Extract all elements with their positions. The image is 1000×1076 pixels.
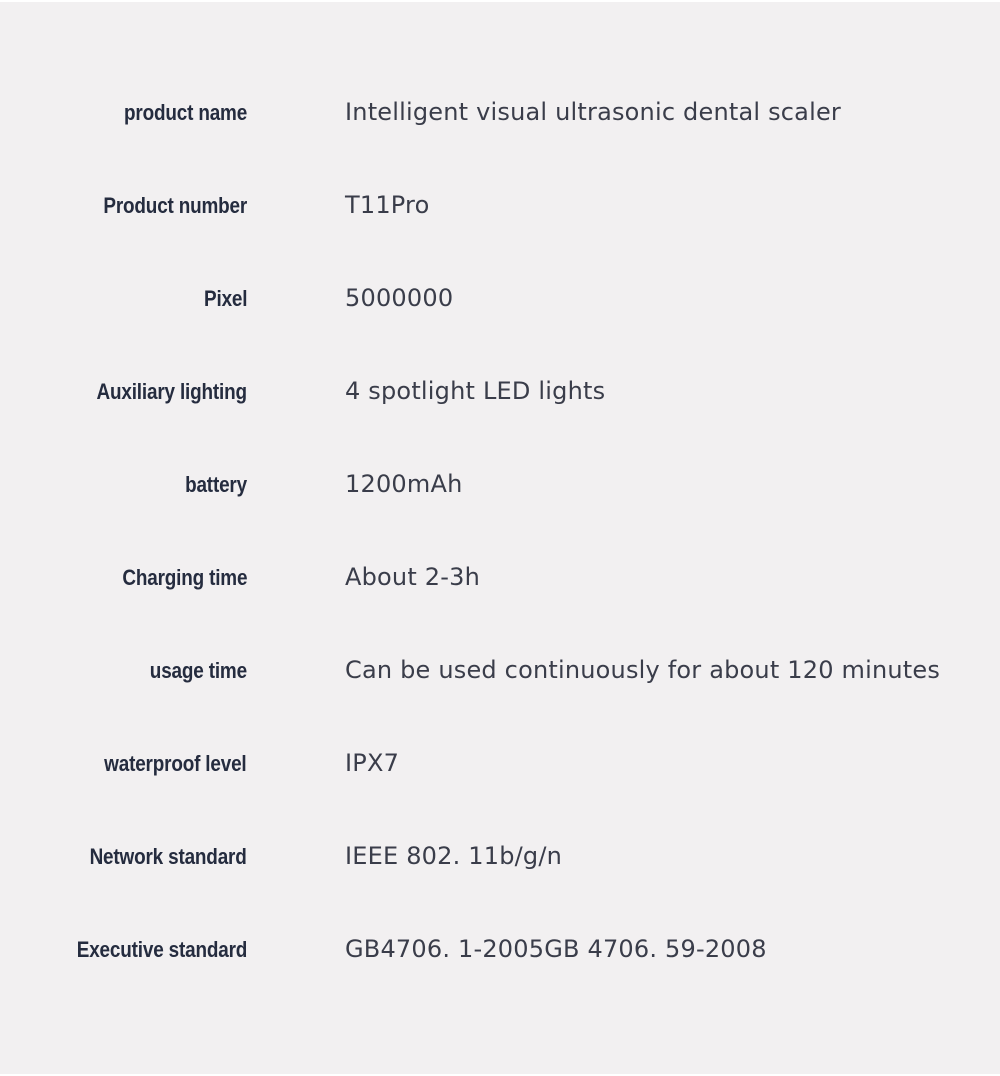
spec-label: product name (123, 100, 247, 125)
spec-row-waterproof-level (0, 721, 1000, 814)
spec-label: battery (185, 472, 247, 497)
spec-label: Product number (103, 193, 247, 218)
spec-row-usage-time (0, 628, 1000, 721)
spec-label: Network standard (89, 844, 247, 869)
spec-row-executive-standard (0, 907, 1000, 1000)
spec-row-network-standard (0, 814, 1000, 907)
spec-value: IPX7 (345, 749, 400, 777)
spec-label: Executive standard (76, 937, 247, 962)
spec-value: 5000000 (345, 284, 454, 312)
spec-table (0, 70, 1000, 1000)
spec-row-pixel (0, 256, 1000, 349)
spec-value: T11Pro (345, 191, 430, 219)
spec-value: Can be used continuously for about 120 minutes (345, 656, 941, 684)
spec-label: Charging time (122, 565, 247, 590)
spec-label: usage time (149, 658, 247, 683)
spec-value: About 2-3h (345, 563, 480, 591)
spec-label: Auxiliary lighting (96, 379, 247, 404)
spec-value: 1200mAh (345, 470, 463, 498)
top-border (0, 0, 1000, 2)
spec-row-product-number (0, 163, 1000, 256)
spec-row-charging-time (0, 535, 1000, 628)
spec-value: 4 spotlight LED lights (345, 377, 606, 405)
spec-label: Pixel (203, 286, 247, 311)
spec-value: IEEE 802. 11b/g/n (345, 842, 563, 870)
spec-value: GB4706. 1-2005GB 4706. 59-2008 (345, 935, 767, 963)
spec-row-battery (0, 442, 1000, 535)
spec-row-auxiliary-lighting (0, 349, 1000, 442)
spec-value: Intelligent visual ultrasonic dental scaler (345, 98, 841, 126)
spec-label: waterproof level (104, 751, 247, 776)
spec-row-product-name (0, 70, 1000, 163)
